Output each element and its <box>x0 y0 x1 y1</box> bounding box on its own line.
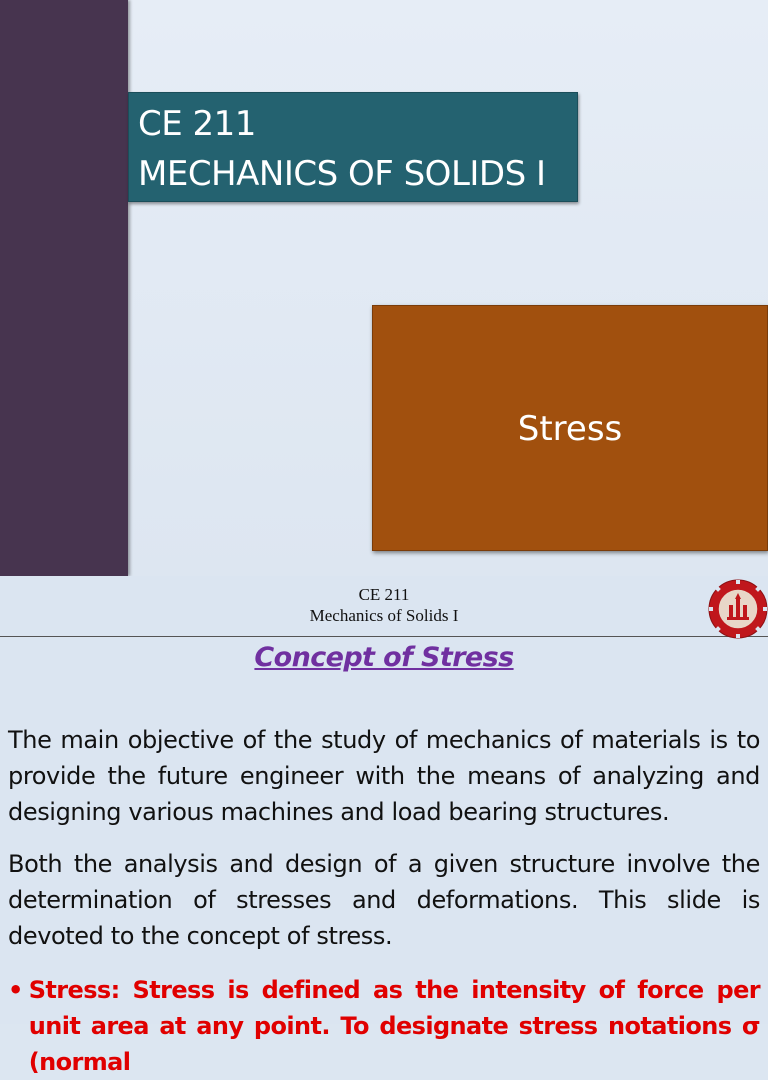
course-name: MECHANICS OF SOLIDS I <box>138 154 546 194</box>
section-title: Concept of Stress <box>254 642 514 673</box>
intro-paragraph: The main objective of the study of mechanics of materials is to provide the future engineer with the means of analyzing and designing various machines and load bearing structures. <box>8 726 760 826</box>
scope-paragraph: Both the analysis and design of a given structure involve the determination of stresses and deformations. This slide is devoted to the concept of stress. <box>8 850 760 950</box>
content-slide <box>0 576 768 1076</box>
header-course-code: CE 211 <box>358 585 410 604</box>
topic-label: Stress <box>517 409 623 449</box>
bullet-text: Stress: Stress is defined as the intensity of force per unit area at any point. To designate stress notations σ (normal <box>28 976 760 1076</box>
course-title-box <box>128 92 578 202</box>
course-code: CE 211 <box>138 104 256 144</box>
slide-header <box>0 576 768 636</box>
header-divider <box>0 636 768 637</box>
stress-definition-bullet <box>8 972 760 1080</box>
decorative-side-bar <box>0 0 128 576</box>
header-course-name: Mechanics of Solids I <box>309 606 459 625</box>
topic-box <box>372 305 768 551</box>
university-seal-icon <box>708 579 768 639</box>
bullet-icon: • <box>8 976 23 1004</box>
